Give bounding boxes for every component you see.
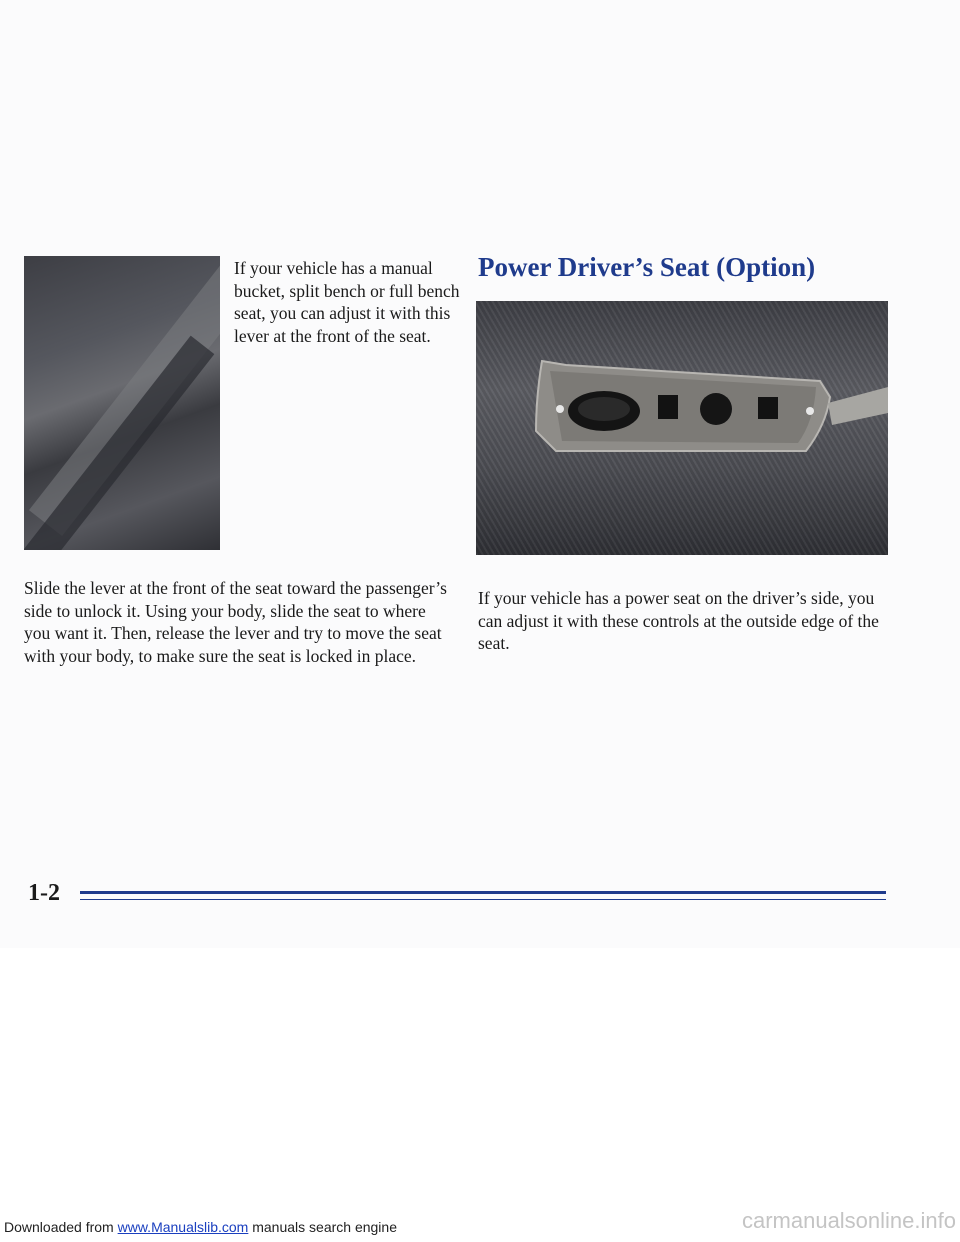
watermark: carmanualsonline.info <box>741 1208 956 1233</box>
intro-paragraph: If your vehicle has a manual bucket, split bench or full bench seat, you can adjust it with this lever at the front of the seat. <box>234 258 460 346</box>
power-seat-paragraph: If your vehicle has a power seat on the driver’s side, you can adjust it with these controls at the outside edge of the seat. <box>478 588 879 653</box>
footer-rule-thin <box>80 899 886 900</box>
power-seat-controls-photo <box>476 301 888 555</box>
seat-tilt-knob-icon <box>700 393 732 425</box>
manualslib-link[interactable]: www.Manualslib.com <box>117 1219 249 1235</box>
seat-lever-photo <box>24 256 220 550</box>
footer-rule-thick <box>80 891 886 894</box>
page-number: 1-2 <box>28 880 60 906</box>
seat-adjust-button-icon <box>658 395 678 419</box>
footer-suffix: manuals search engine <box>248 1219 397 1235</box>
photo-highlight <box>29 258 220 536</box>
seat-height-button-icon <box>758 397 778 419</box>
seat-controls-illustration <box>476 301 888 555</box>
section-heading: Power Driver’s Seat (Option) <box>478 252 816 282</box>
footer-prefix: Downloaded from <box>4 1219 118 1235</box>
slide-lever-paragraph: Slide the lever at the front of the seat toward the passenger’s side to unlock it. Using your body, slide the seat to where you want it. Then, release the lever and try to move the seat with your body, to make sure the seat is locked in place. <box>24 578 447 666</box>
photo-shadow <box>24 336 214 550</box>
download-footer <box>4 1219 397 1235</box>
